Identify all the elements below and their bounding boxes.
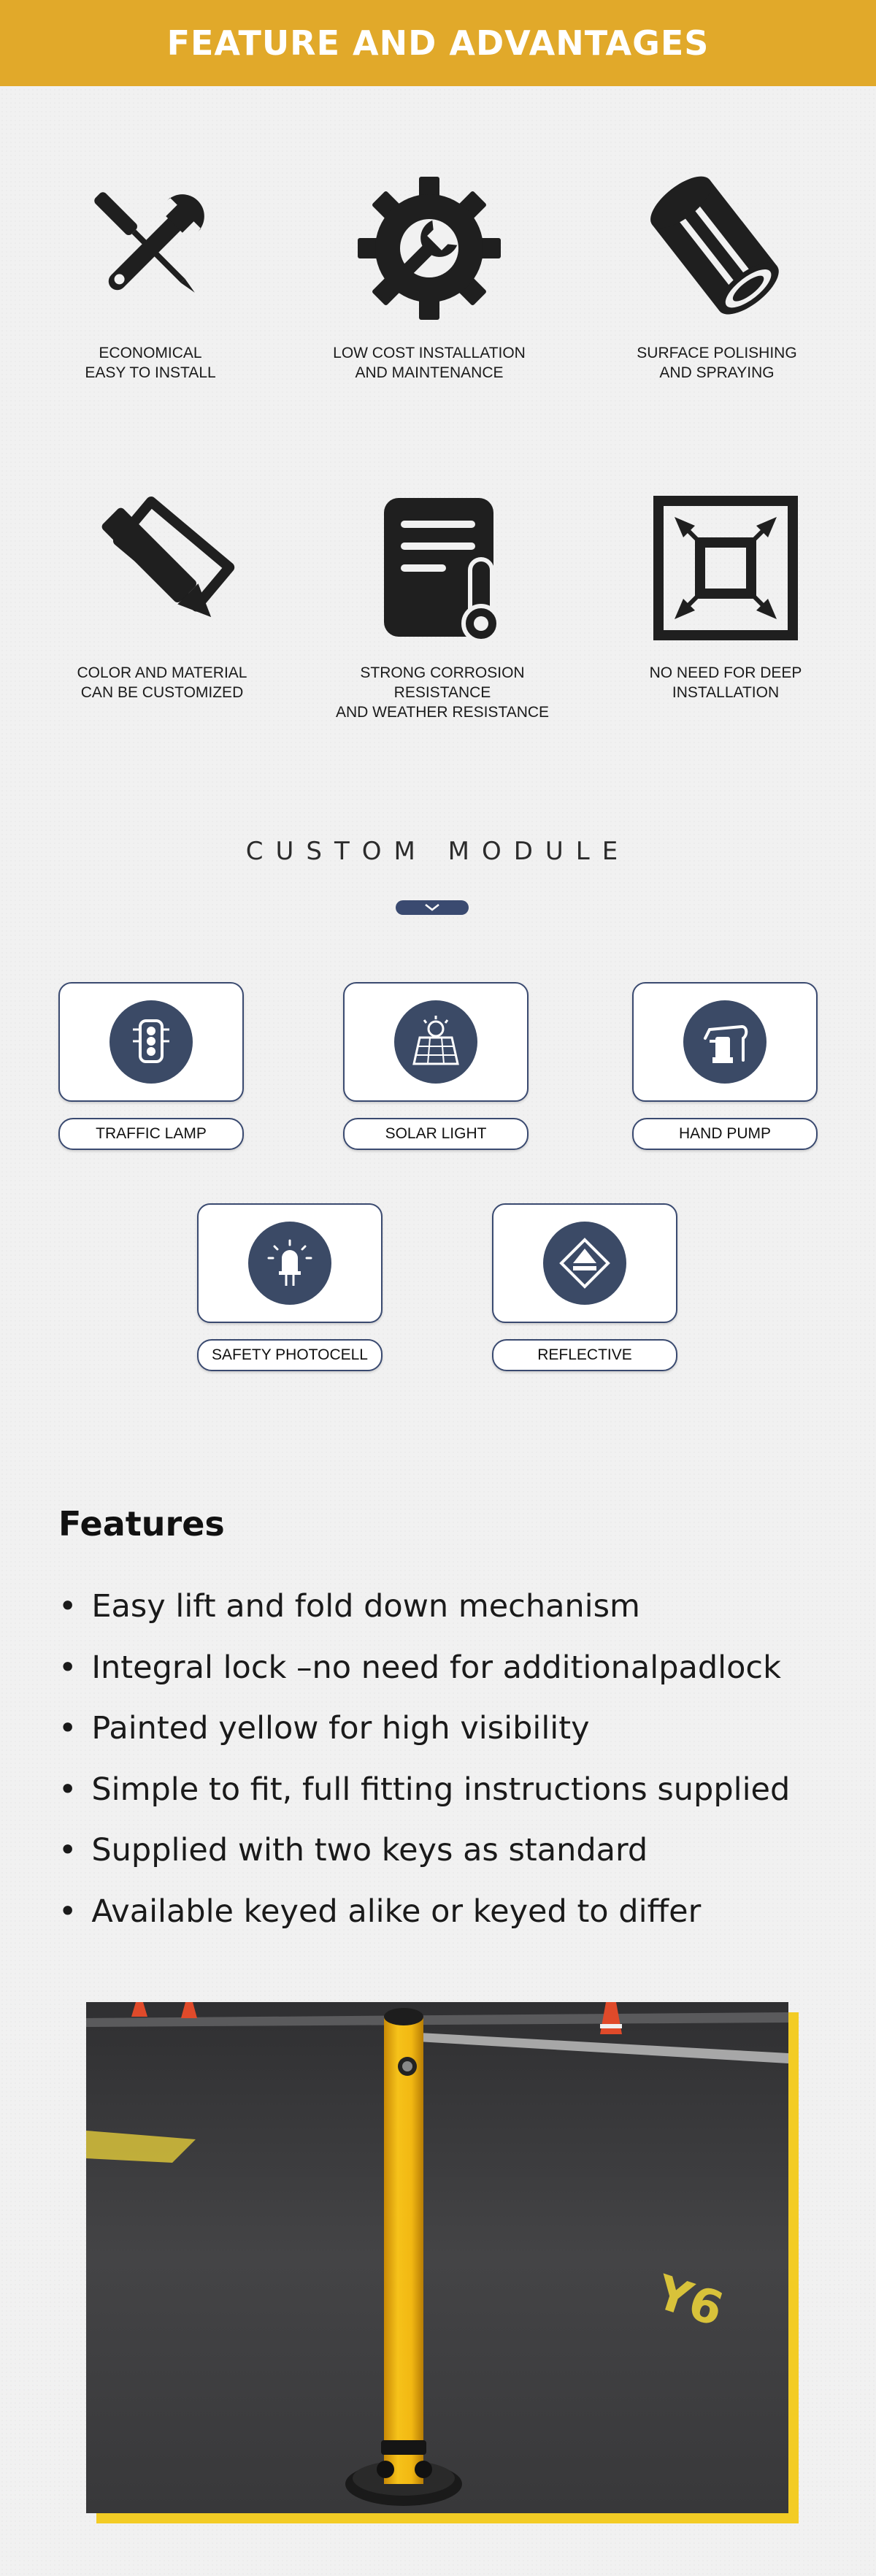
advantage-label: ECONOMICAL EASY TO INSTALL [85,345,216,381]
module-traffic-lamp [58,982,244,1150]
module-icon-box [492,1203,677,1323]
list-item: • Easy lift and fold down mechanism [58,1577,790,1638]
module-label: HAND PUMP [632,1118,818,1150]
advantage-label: COLOR AND MATERIAL CAN BE CUSTOMIZED [77,664,247,701]
advantage-economical [26,168,274,383]
product-photo [86,2002,799,2523]
advantage-customized [38,488,286,702]
gear-wrench-icon [349,168,510,329]
module-icon-box [343,982,529,1102]
module-reflective [492,1203,677,1371]
chevron-down-icon [396,900,469,915]
advantage-label: STRONG CORROSION RESISTANCE AND WEATHER RESISTANCE [335,664,550,721]
advantage-label: LOW COST INSTALLATION AND MAINTENANCE [333,345,526,381]
advantage-no-deep [602,488,850,702]
traffic-light-icon [126,1016,177,1067]
custom-module-title: CUSTOM MODULE [245,837,631,866]
module-safety-photocell [197,1203,383,1371]
hand-pump-icon [699,1016,750,1067]
advantage-label: NO NEED FOR DEEP INSTALLATION [649,664,802,701]
advantage-corrosion [318,488,566,722]
led-photocell-icon [264,1238,315,1289]
module-label: SAFETY PHOTOCELL [197,1339,383,1371]
module-label: REFLECTIVE [492,1339,677,1371]
solar-panel-icon [408,1014,464,1070]
document-thermometer-icon [362,488,523,648]
advantage-low-cost [305,168,553,383]
pencil-ruler-icon [82,488,242,648]
list-item: • Simple to fit, full fitting instructions supplied [58,1760,790,1822]
module-icon-box [197,1203,383,1323]
list-item: • Painted yellow for high visibility [58,1699,790,1760]
pipe-icon [637,168,797,329]
page-title: FEATURE AND ADVANTAGES [166,23,710,63]
shallow-install-frame-icon [645,488,806,648]
module-label: TRAFFIC LAMP [58,1118,244,1150]
reflective-diamond-icon [558,1237,611,1289]
road-marking-text: Y6 [649,2265,730,2338]
list-item: • Integral lock –no need for additionalpadlock [58,1638,790,1700]
header-banner [0,0,876,86]
module-icon-box [58,982,244,1102]
bollard-photo [86,2002,788,2513]
wrench-screwdriver-icon [70,168,231,329]
list-item: • Supplied with two keys as standard [58,1821,790,1882]
features-heading: Features [58,1504,225,1544]
module-label: SOLAR LIGHT [343,1118,529,1150]
module-hand-pump [632,982,818,1150]
module-icon-box [632,982,818,1102]
module-solar-light [343,982,529,1150]
features-list [58,1577,790,1943]
list-item: • Available keyed alike or keyed to differ [58,1882,790,1944]
advantage-surface [593,168,841,383]
advantage-label: SURFACE POLISHING AND SPRAYING [637,345,797,381]
